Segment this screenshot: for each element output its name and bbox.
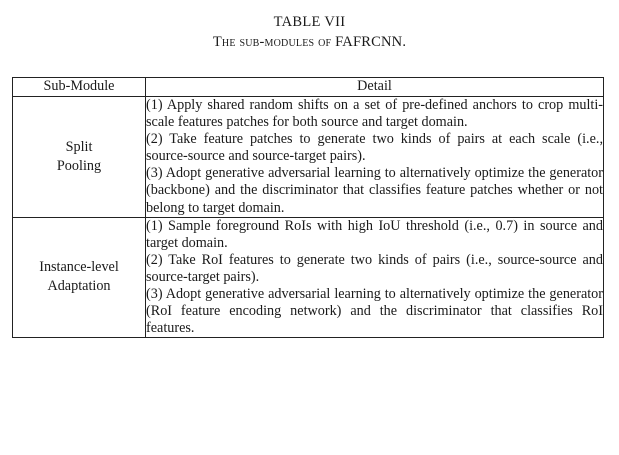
detail-step: (1) Apply shared random shifts on a set of pre-defined anchors to crop multi-scale features patches for both source and target domain. (146, 97, 603, 131)
module-name-line: Adaptation (47, 278, 111, 295)
header-sub-module: Sub-Module (13, 78, 146, 97)
table-header-row (13, 78, 604, 97)
detail-cell (146, 217, 604, 338)
table-row (13, 217, 604, 338)
detail-step: (1) Sample foreground RoIs with high IoU threshold (i.e., 0.7) in source and target domain. (146, 217, 603, 251)
submodules-table (12, 77, 604, 338)
module-name-line: Instance-level (39, 259, 119, 276)
detail-step: (3) Adopt generative adversarial learning to alternatively optimize the generator (backbone) and the discriminator that classifies feature patches whether or not belong to target domain. (146, 165, 603, 216)
table-row (13, 97, 604, 218)
table-title: The sub-modules of FAFRCNN. (212, 34, 407, 50)
module-name-line: Split (65, 138, 93, 155)
detail-step: (2) Take RoI features to generate two kinds of pairs (i.e., source-source and source-target pairs). (146, 251, 603, 285)
header-detail: Detail (146, 78, 604, 97)
module-cell (13, 217, 146, 338)
detail-step: (3) Adopt generative adversarial learning to alternatively optimize the generator (RoI feature encoding network) and the discriminator that classifies RoI features. (146, 286, 603, 337)
module-cell (13, 97, 146, 218)
module-name-line: Pooling (56, 157, 102, 174)
table-label: TABLE VII (273, 14, 346, 30)
detail-cell (146, 97, 604, 218)
detail-step: (2) Take feature patches to generate two kinds of pairs at each scale (i.e., source-source and source-target pairs). (146, 131, 603, 165)
